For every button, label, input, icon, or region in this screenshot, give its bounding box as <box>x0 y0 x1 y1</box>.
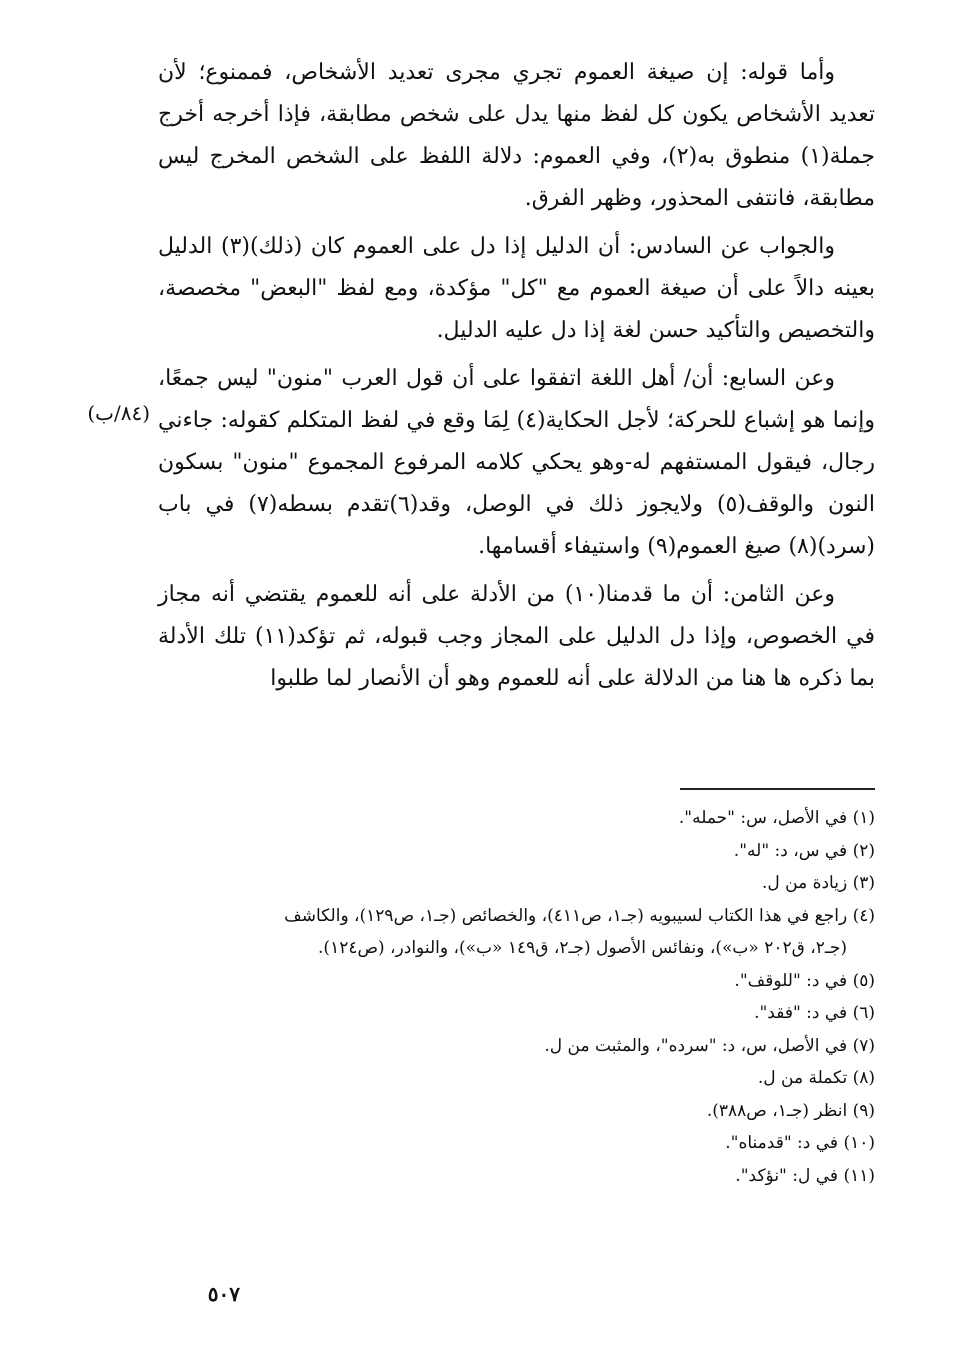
paragraph-fa-amma-qawluhu: وأما قوله: إن صيغة العموم تجري مجرى تعديد الأشخاص، فممنوع؛ لأن تعديد الأشخاص يكون كل لفظ منها يدل على شخص مطابقة، فإذا أخرجه أخرج جملة(١) منطوق به(٢)، وفي العموم: دلالة اللفظ على الشخص المخرج ليس مطابقة، فانتفى المحذور، وظهر الفرق. <box>158 60 875 211</box>
page-number: ٥٠٧ <box>207 1282 240 1306</box>
footnote-4: (٤) راجع في هذا الكتاب لسيبويه (جـ١، ص٤١١)، والخصائص (جـ١، ص١٢٩)، والكاشف <box>284 905 875 926</box>
footnotes <box>158 802 875 1192</box>
paragraph-answer-seventh: وعن السابع: أن/ أهل اللغة اتفقوا على أن قول العرب "منون" ليس جمعًا، وإنما هو إشباع للحركة؛ لأجل الحكاية(٤) لِمَا وقع في لفظ المتكلم كقوله: جاءني رجال، فيقول المستفهم له-وهو يحكي كلامه المرفوع المجموع "منون" بسكون النون والوقف(٥) ولايجوز ذلك في الوصل، وقد(٦)تقدم بسطه(٧) في باب (سرد)(٨) صيغ العموم(٩) واستيفاء أقسامها. <box>158 366 876 559</box>
footnote-8: (٨) تكملة من ل. <box>757 1068 875 1088</box>
footnote-1: (١) في الأصل، س: "حمله". <box>678 808 875 828</box>
footnote-10: (١٠) في د: "قدمناه". <box>725 1133 875 1153</box>
main-text <box>158 52 875 706</box>
footnote-7: (٧) في الأصل، س، د: "سرده"، والمثبت من ل. <box>544 1035 875 1056</box>
footnote-6: (٦) في د: "فقد". <box>754 1003 875 1023</box>
footnote-2: (٢) في س، د: "له". <box>733 840 875 861</box>
footnote-9: (٩) انظر (جـ١، ص٣٨٨). <box>706 1100 875 1121</box>
manuscript-folio-note: (٨٤/ب) <box>87 401 150 425</box>
footnote-3: (٣) زيادة من ل. <box>761 873 875 893</box>
footnote-11: (١١) في ل: "نؤكد". <box>735 1165 875 1186</box>
footnote-4-continuation: (جـ٢، ق٢٠٢ «ب»)، ونفائس الأصول (جـ٢، ق١٤٩ «ب»)، والنوادر، (ص١٢٤). <box>318 938 847 958</box>
paragraph-answer-sixth: والجواب عن السادس: أن الدليل إذا دل على العموم كان (ذلك)(٣) الدليل بعينه دالاً على أن صيغة العموم مع "كل" مؤكدة، ومع لفظ "البعض" مخصصة، والتخصيص والتأكيد حسن لغة إذا دل عليه الدليل. <box>158 234 875 343</box>
footnote-5: (٥) في د: "للوقف". <box>734 970 875 991</box>
footnote-separator <box>680 788 875 790</box>
paragraph-answer-eighth: وعن الثامن: أن ما قدمنا(١٠) من الأدلة على أنه للعموم يقتضي أنه مجاز في الخصوص، وإذا دل الدليل على المجاز وجب قبوله، ثم تؤكد(١١) تلك الأدلة بما ذكره ها هنا من الدلالة على أنه للعموم وهو أن الأنصار لما طلبوا <box>158 582 875 691</box>
